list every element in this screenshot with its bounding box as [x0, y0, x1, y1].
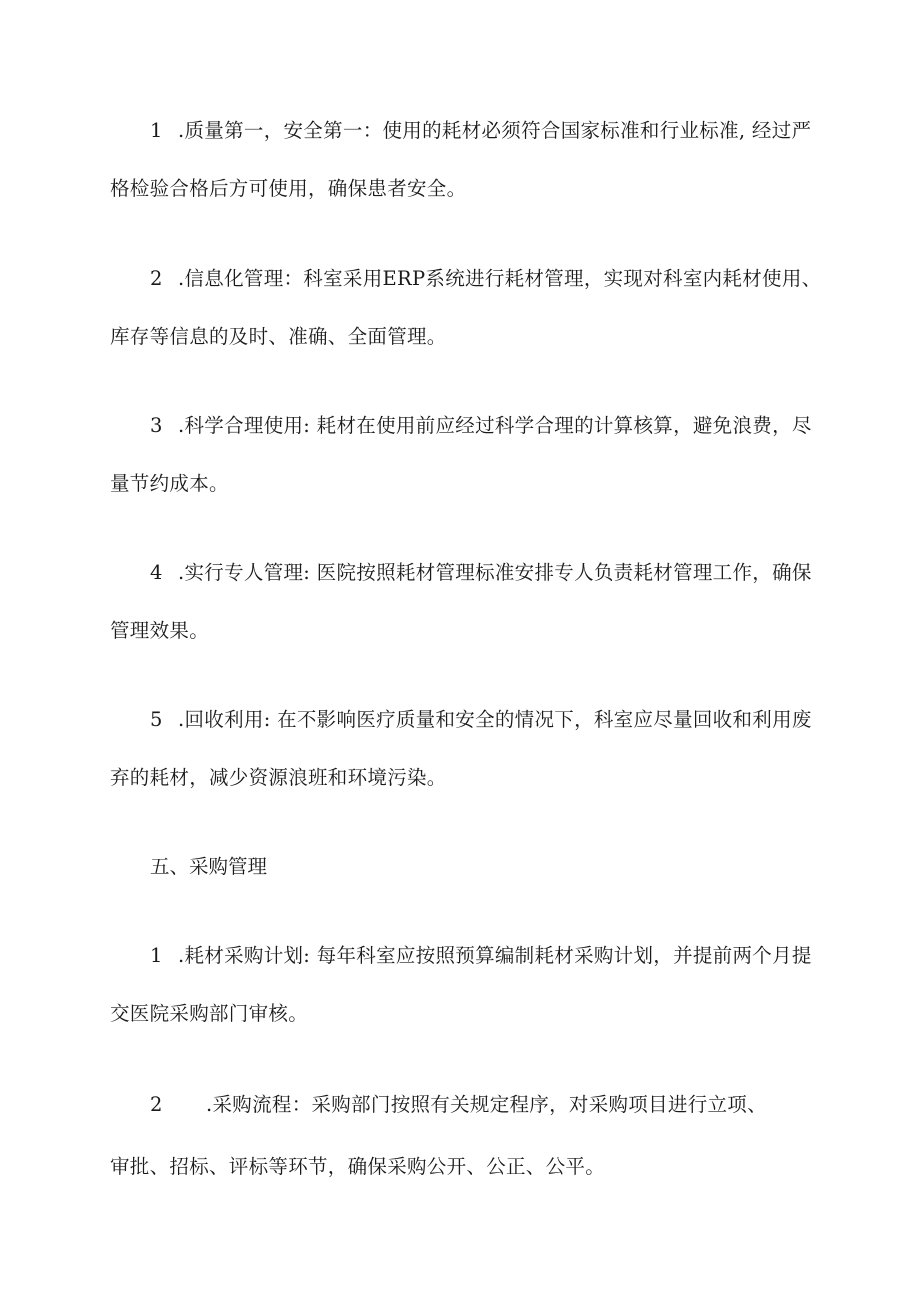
principle-item-5 [110, 691, 816, 807]
purchase-item-2-line-2: 审批、招标、评标等环节，确保采购公开、公正、公平。 [110, 1155, 606, 1178]
principle-item-4 [110, 544, 816, 660]
principle-item-4-line-2: 管理效果。 [110, 619, 210, 642]
principle-item-5-line-2: 弃的耗材，减少资源浪班和环境污染。 [110, 766, 447, 789]
principle-item-1-line-1 [110, 102, 816, 160]
principle-item-4-line-1 [110, 544, 816, 602]
principle-item-3-line-2: 量节约成本。 [110, 472, 229, 495]
item-number: 1 [150, 944, 163, 967]
principle-item-2 [110, 250, 822, 366]
item-text: .质量第一，安全第一：使用的耗材必须符合国家标准和行业标准, 经过严 [178, 119, 812, 142]
purchase-item-1-line-2: 交医院采购部门审核。 [110, 1002, 309, 1025]
item-number: 3 [150, 414, 163, 437]
item-number: 5 [150, 708, 163, 731]
purchase-item-2-line-1 [110, 1074, 816, 1136]
purchase-item-1-line-1 [110, 927, 816, 985]
item-number: 2 [150, 267, 163, 290]
section-heading: 五、采购管理 [150, 855, 268, 878]
item-text: .回收利用: 在不影响医疗质量和安全的情况下，科室应尽量回收和利用废 [178, 708, 812, 731]
principle-item-3-line-1 [110, 397, 816, 455]
principle-item-2-line-2: 库存等信息的及时、准确、全面管理。 [110, 325, 447, 348]
item-text: .耗材采购计划: 每年科室应按照预算编制耗材采购计划，并提前两个月提 [178, 944, 812, 967]
principle-item-5-line-1 [110, 691, 816, 749]
item-number: 2 [150, 1093, 163, 1116]
purchase-item-1 [110, 927, 816, 1043]
purchase-item-2 [110, 1074, 816, 1198]
item-number: 1 [150, 119, 163, 142]
item-number: 4 [150, 561, 163, 584]
principle-item-1-line-2: 格检验合格后方可使用，确保患者安全。 [110, 177, 467, 200]
principle-item-3 [110, 397, 816, 513]
principle-item-1 [110, 102, 816, 218]
item-text: .信息化管理：科室采用ERP系统进行耗材管理，实现对科室内耗材使用、 [178, 267, 822, 290]
item-text: .科学合理使用: 耗材在使用前应经过科学合理的计算核算，避免浪费，尽 [178, 414, 812, 437]
item-text: .采购流程：采购部门按照有关规定程序，对采购项目进行立项、 [206, 1093, 767, 1116]
principle-item-2-line-1 [110, 250, 822, 308]
item-text: .实行专人管理: 医院按照耗材管理标准安排专人负责耗材管理工作，确保 [178, 561, 812, 584]
